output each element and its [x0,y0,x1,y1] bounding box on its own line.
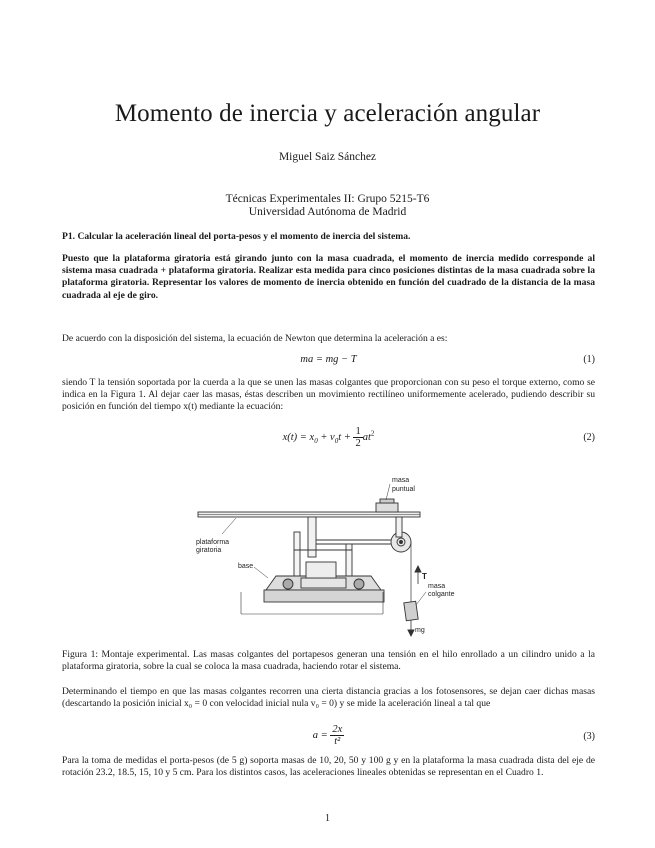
label-plataforma: plataforma [196,539,230,546]
label-puntual: puntual [392,486,415,493]
paragraph-1: De acuerdo con la disposición del sistema, la ecuación de Newton que determina la aceleración a es: [62,333,448,344]
equation-3-expression [62,724,595,747]
equation-1 [62,354,595,370]
eq2-frac-num: 1 [355,426,361,437]
point-mass [376,503,398,512]
problem-statement: P1. Calcular la aceleración lineal del porta-pesos y el momento de inercia del sistema. [62,231,411,242]
experimental-setup-figure [196,472,456,642]
eq3-frac-num: 2x [332,724,343,735]
affiliation [0,193,655,219]
eq2-sup: 2 [370,429,375,438]
eq3-fraction [330,724,344,747]
equation-3-number: (3) [583,731,595,742]
label-giratoria: giratoria [196,547,222,554]
rotation-shaft [308,517,316,557]
eq2-tail: t + [338,431,354,443]
label-masa-colgante-1: masa [428,583,446,590]
equation-2 [62,424,595,450]
paragraph-3: Determinando el tiempo en que las masas colgantes recorren una cierta distancia gracias a los fotosensores, se dejan caer dichas masas (descartando la posición inicial x₀ = 0 con velocidad inicial nula v₀ = 0) y se mide la aceleración lineal a tal que [62,686,595,710]
eq3-frac-den: t² [334,736,341,747]
label-base: base [238,563,254,570]
affiliation-line-2: Universidad Autónoma de Madrid [248,206,407,218]
problem-detail: Puesto que la plataforma giratoria está girando junto con la masa cuadrada, el momento de inercia medido corresponde al sistema masa cuadrada + plataforma giratoria. Realizar esta medida para cinco posiciones distintas de la masa cuadrada sobre la plataforma giratoria. Representar los valores de momento de inercia obtenido en función del cuadrado de la distancia de la masa cuadrada al eje de giro. [62,253,595,301]
eq2-sub0: 0 [314,437,318,445]
paragraph-2: siendo T la tensión soportada por la cuerda a la que se unen las masas colgantes que proporcionan con su peso el torque externo, como se indica en la Figura 1. Al dejar caer las masas, éstas describen un movimiento rectilíneo uniformemente acelerado, pudiendo describir su posición en función del tiempo x(t) mediante la ecuación: [62,377,595,413]
paragraph-4: Para la toma de medidas el porta-pesos (de 5 g) soporta masas de 10, 20, 50 y 100 g y en la plataforma la masa cuadrada dista del eje de rotación 23.2, 18.5, 15, 10 y 5 cm. Para los distintos casos, las aceleraciones lineales obtenidas se representan en el Cuadro 1. [62,755,595,779]
label-tension: T [422,572,427,581]
eq2-frac-den: 2 [355,438,361,449]
eq2-mid: + v [317,431,335,443]
eq2-end: at [362,431,371,443]
label-masa-colgante-2: colgante [428,591,455,598]
equation-3 [62,724,595,750]
paper-title: Momento de inercia y aceleración angular [114,100,541,127]
figure-caption: Figura 1: Montaje experimental. Las masas colgantes del portapesos generan una tensión en el hilo enrollado a un cilindro unido a la plataforma giratoria, sobre la cual se coloca la masa cuadrada, haciendo rotar el sistema. [62,649,595,673]
eq2-lhs: x(t) = x [282,431,315,443]
equation-1-expression: ma = mg − T [300,354,357,365]
equation-2-number: (2) [583,432,595,443]
eq2-fraction [353,426,362,449]
equation-1-number: (1) [583,354,595,365]
hanging-mass [404,601,418,620]
page-number: 1 [325,813,330,824]
author-name: Miguel Saiz Sánchez [278,151,377,163]
label-peso: mg [415,627,425,634]
affiliation-line-1: Técnicas Experimentales II: Grupo 5215-T6 [225,193,430,205]
equation-2-expression [62,426,595,449]
eq2-sub1: 0 [334,437,339,445]
eq3-lhs: a = [312,729,331,741]
label-masa: masa [392,477,410,484]
